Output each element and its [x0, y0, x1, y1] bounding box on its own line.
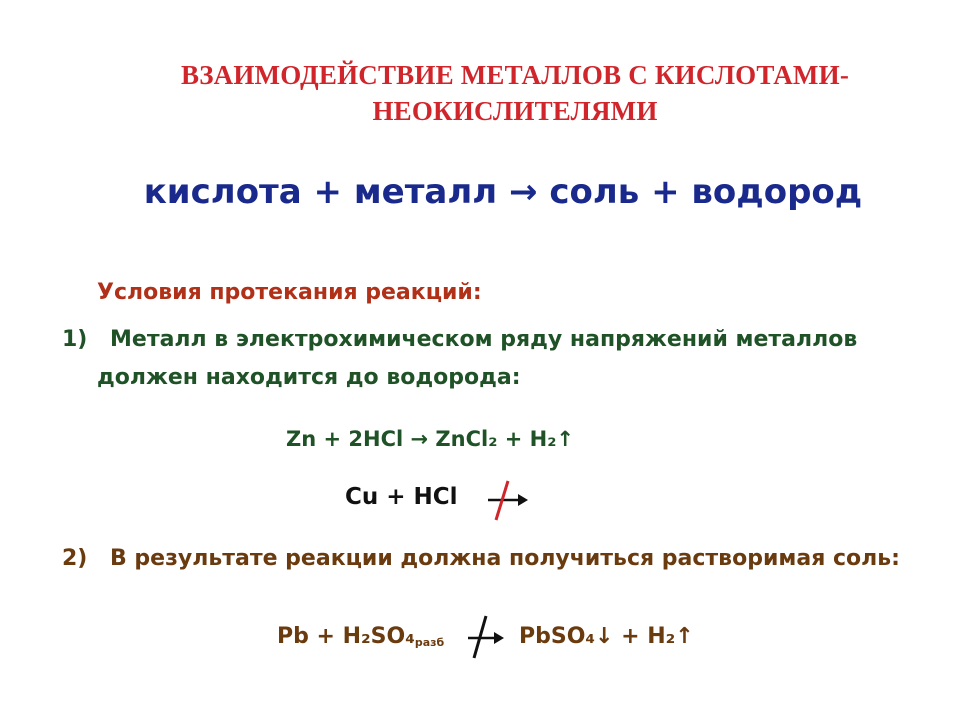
condition-1-line-2: должен находится до водорода:	[97, 365, 521, 390]
condition-2-number: 2)	[62, 546, 88, 571]
condition-1-number: 1)	[62, 327, 88, 352]
example-zn-hcl: Zn + 2HCl → ZnCl₂ + H₂↑	[286, 427, 574, 451]
conditions-heading: Условия протекания реакций:	[97, 280, 482, 305]
example-pb-h2so4-products: PbSO₄↓ + H₂↑	[519, 624, 694, 649]
condition-2-text: В результате реакции должна получиться растворимая соль:	[110, 546, 900, 571]
title-line-2: НЕОКИСЛИТЕЛЯМИ	[372, 96, 658, 126]
example-pb-h2so4-left	[277, 624, 444, 649]
example-pb-h2so4-reactants: Pb + H₂SO₄	[277, 624, 415, 649]
dilute-subscript: разб	[414, 636, 445, 649]
crossed-arrow-icon	[484, 478, 530, 522]
example-cu-hcl: Cu + HCl	[345, 484, 458, 510]
crossed-arrow-icon	[462, 612, 508, 662]
general-formula: кислота + металл → соль + водород	[143, 172, 863, 212]
title-line-1: ВЗАИМОДЕЙСТВИЕ МЕТАЛЛОВ С КИСЛОТАМИ-	[180, 60, 850, 90]
condition-1-line-1: Металл в электрохимическом ряду напряжений металлов	[110, 327, 858, 352]
